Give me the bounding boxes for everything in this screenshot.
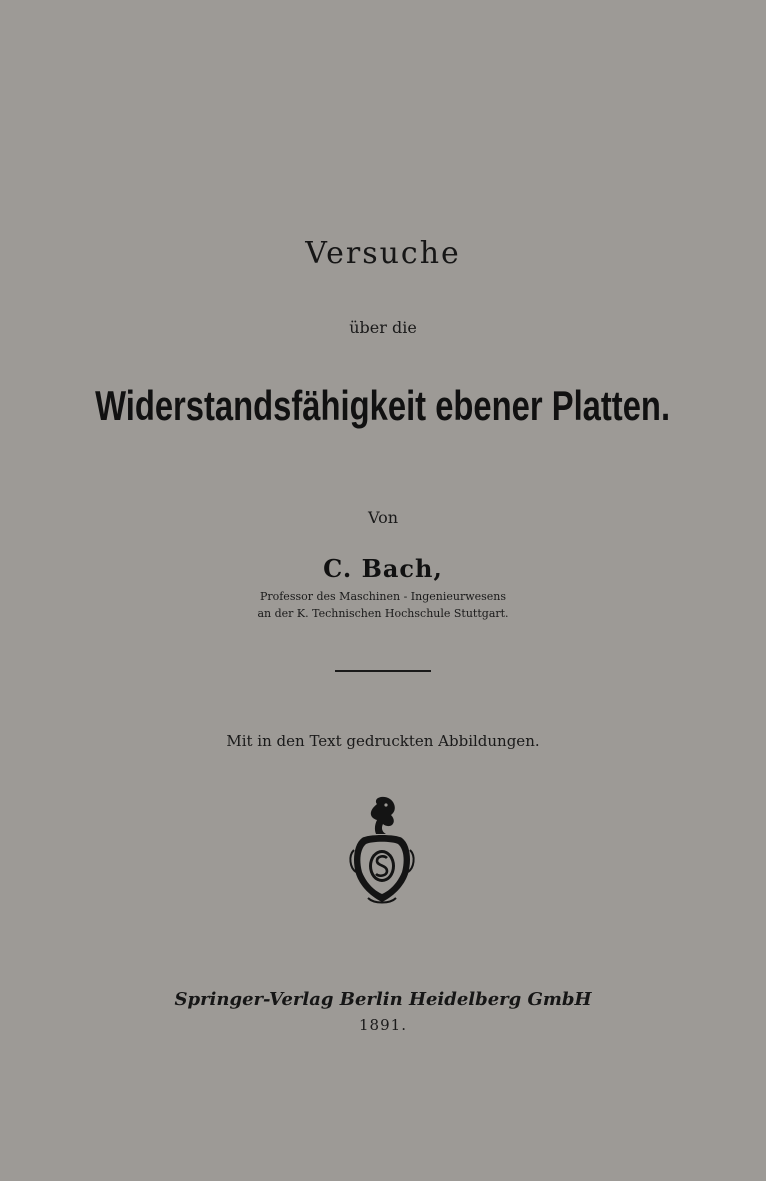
- title-ueber-die: über die: [349, 318, 417, 337]
- divider-rule: [335, 670, 431, 672]
- publication-year: 1891.: [359, 1016, 407, 1034]
- by-label: Von: [367, 508, 399, 527]
- main-title: [0, 382, 766, 430]
- title-versuche: Versuche: [305, 236, 461, 271]
- publisher-name: Springer-Verlag Berlin Heidelberg GmbH: [174, 989, 592, 1010]
- author-name: C. Bach,: [323, 554, 443, 583]
- springer-logo-icon: [348, 794, 416, 908]
- author-affiliation-line2: an der K. Technischen Hochschule Stuttgart.: [257, 607, 509, 620]
- author-affiliation-line1: Professor des Maschinen - Ingenieurwesens: [259, 590, 507, 603]
- illustrations-note: Mit in den Text gedruckten Abbildungen.: [226, 732, 540, 750]
- main-title-text: Widerstandsfähigkeit ebener Platten.: [95, 382, 671, 429]
